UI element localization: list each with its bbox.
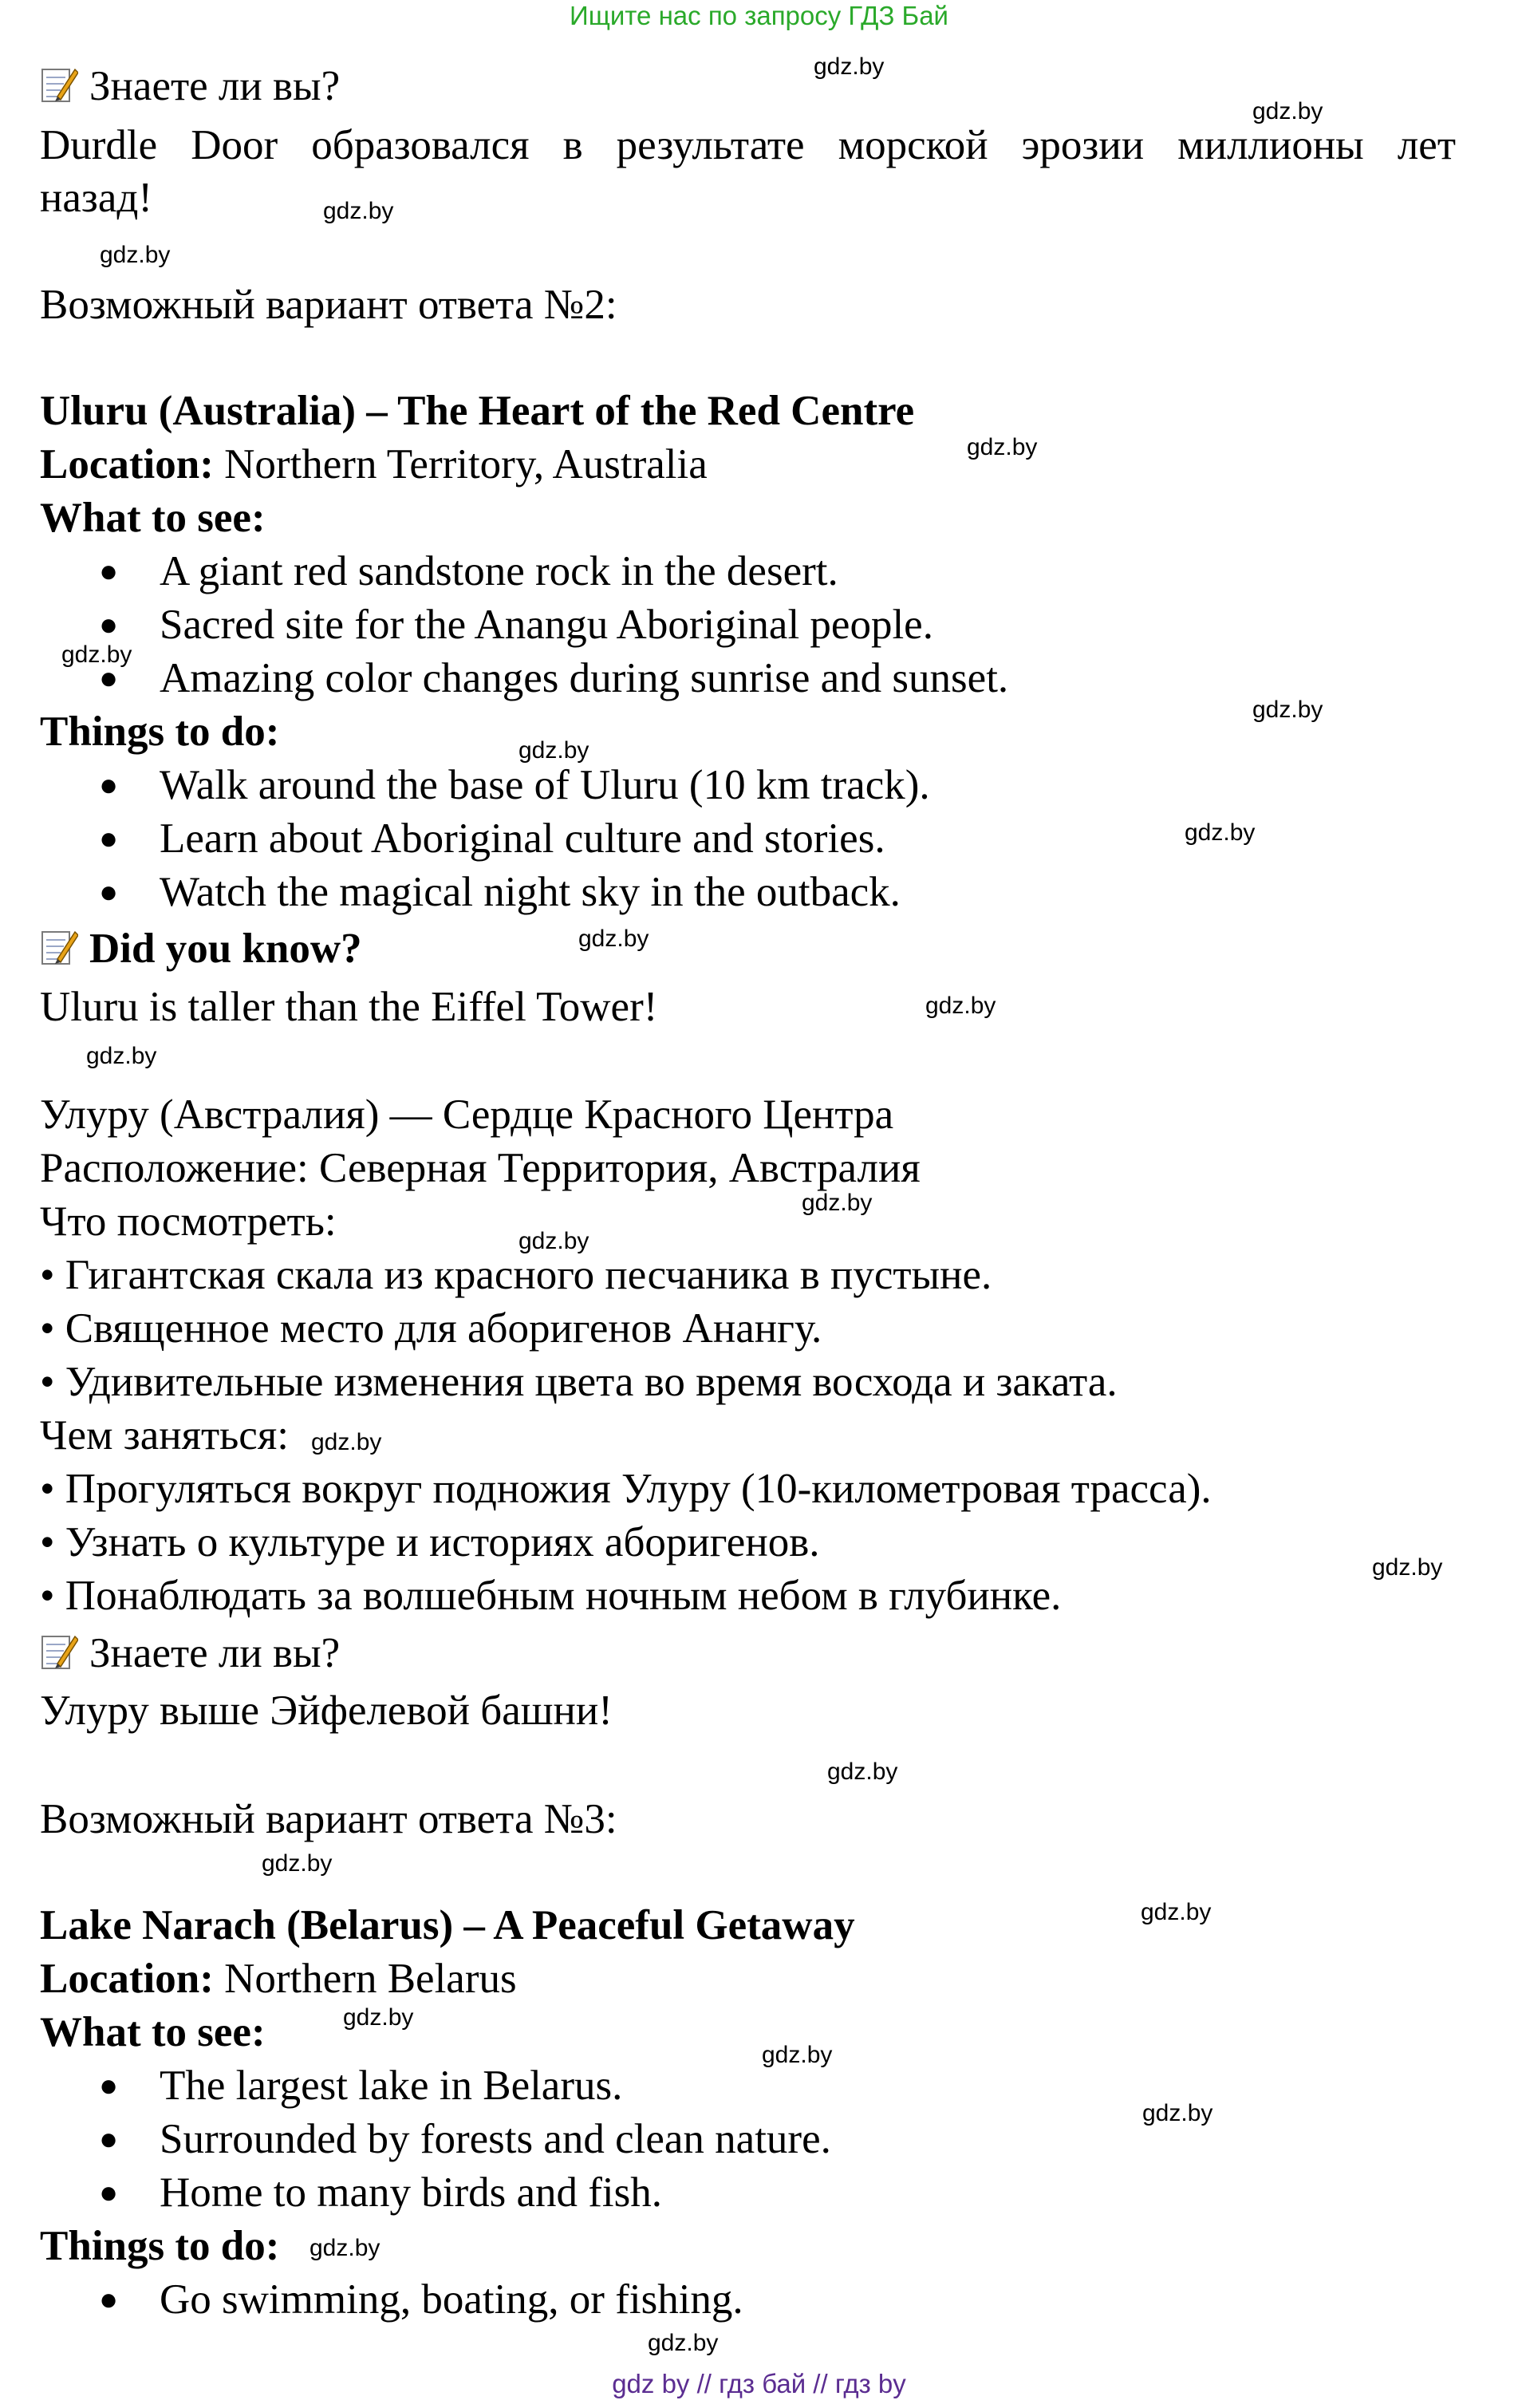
watermark: gdz.by (311, 1429, 382, 1455)
list-item: • Понаблюдать за волшебным ночным небом в глубинке. (40, 1573, 1062, 1619)
uluru-ru-see-label: Что посмотреть: (40, 1198, 337, 1245)
watermark: gdz.by (100, 242, 171, 268)
watermark: gdz.by (323, 198, 394, 224)
watermark: gdz.by (86, 1043, 157, 1069)
intro-fact-line1: Durdle Door образовался в результате морской эрозии миллионы лет (40, 122, 1456, 168)
watermark: gdz.by (578, 926, 649, 952)
watermark: gdz.by (518, 1228, 589, 1254)
narach-en-location: Location: Northern Belarus (40, 1956, 517, 2002)
variant3-label: Возможный вариант ответа №3: (40, 1796, 617, 1842)
intro-dyk-heading: Знаете ли вы? (40, 61, 340, 112)
watermark: gdz.by (1372, 1554, 1443, 1581)
uluru-ru-do-label: Чем заняться: (40, 1412, 289, 1459)
watermark: gdz.by (762, 2042, 833, 2068)
watermark: gdz.by (262, 1850, 333, 1877)
uluru-ru-fact: Улуру выше Эйфелевой башни! (40, 1688, 613, 1734)
list-item: ● Watch the magical night sky in the outback. (160, 866, 901, 918)
list-item: ● Surrounded by forests and clean nature. (160, 2114, 831, 2165)
watermark: gdz.by (61, 641, 132, 668)
list-item: ● The largest lake in Belarus. (160, 2060, 622, 2111)
bullet-icon: ● (99, 660, 119, 696)
list-item: • Удивительные изменения цвета во время восхода и заката. (40, 1359, 1118, 1405)
watermark: gdz.by (648, 2330, 719, 2356)
top-banner: Ищите нас по запросу ГДЗ Бай (570, 1, 948, 30)
bullet-icon: ● (99, 553, 119, 589)
bullet-icon: ● (99, 767, 119, 803)
watermark: gdz.by (310, 2235, 380, 2261)
watermark: gdz.by (518, 737, 589, 764)
memo-pencil-icon (40, 1632, 78, 1672)
memo-pencil-icon (40, 927, 78, 967)
uluru-en-location: Location: Northern Territory, Australia (40, 441, 708, 488)
list-item: ● Go swimming, boating, or fishing. (160, 2274, 743, 2325)
uluru-ru-title: Улуру (Австралия) — Сердце Красного Центра (40, 1091, 894, 1138)
list-item: • Прогуляться вокруг подножия Улуру (10-километровая трасса). (40, 1466, 1212, 1512)
list-item: ● A giant red sandstone rock in the desert. (160, 546, 838, 597)
variant2-label: Возможный вариант ответа №2: (40, 282, 617, 328)
watermark: gdz.by (1141, 1899, 1212, 1925)
watermark: gdz.by (1252, 697, 1323, 723)
list-item: ● Learn about Aboriginal culture and stories. (160, 813, 885, 864)
watermark: gdz.by (1252, 98, 1323, 124)
watermark: gdz.by (343, 2004, 414, 2031)
uluru-ru-dyk-heading: Знаете ли вы? (40, 1628, 340, 1679)
list-item: ● Amazing color changes during sunrise and sunset. (160, 653, 1008, 704)
list-item: ● Sacred site for the Anangu Aboriginal people. (160, 599, 933, 650)
bullet-icon: ● (99, 2281, 119, 2317)
list-item: • Гигантская скала из красного песчаника в пустыне. (40, 1252, 992, 1298)
intro-fact-line2: назад! (40, 175, 152, 221)
watermark: gdz.by (1185, 819, 1256, 846)
bullet-icon: ● (99, 606, 119, 642)
watermark: gdz.by (1142, 2100, 1213, 2126)
watermark: gdz.by (827, 1759, 898, 1785)
memo-pencil-icon (40, 65, 78, 105)
narach-en-title: Lake Narach (Belarus) – A Peaceful Getaway (40, 1902, 855, 1948)
uluru-en-fact: Uluru is taller than the Eiffel Tower! (40, 984, 658, 1030)
list-item: ● Walk around the base of Uluru (10 km track). (160, 760, 930, 811)
watermark: gdz.by (925, 993, 996, 1019)
bullet-icon: ● (99, 2067, 119, 2103)
narach-en-see-label: What to see: (40, 2009, 266, 2055)
bullet-icon: ● (99, 2174, 119, 2210)
bullet-icon: ● (99, 2121, 119, 2157)
watermark: gdz.by (802, 1190, 873, 1216)
list-item: ● Home to many birds and fish. (160, 2167, 662, 2218)
uluru-en-do-label: Things to do: (40, 709, 280, 755)
narach-en-do-label: Things to do: (40, 2223, 280, 2269)
list-item: • Священное место для аборигенов Анангу. (40, 1305, 822, 1352)
bullet-icon: ● (99, 874, 119, 910)
uluru-ru-location: Расположение: Северная Территория, Австралия (40, 1145, 921, 1191)
list-item: • Узнать о культуре и историях аборигенов. (40, 1519, 820, 1565)
uluru-en-see-label: What to see: (40, 495, 266, 541)
bullet-icon: ● (99, 820, 119, 856)
bottom-banner: gdz by // гдз бай // гдз by (612, 2369, 906, 2398)
uluru-en-dyk-heading: Did you know? (40, 923, 362, 974)
watermark: gdz.by (967, 434, 1038, 460)
watermark: gdz.by (814, 53, 885, 80)
uluru-en-title: Uluru (Australia) – The Heart of the Red Centre (40, 388, 915, 434)
